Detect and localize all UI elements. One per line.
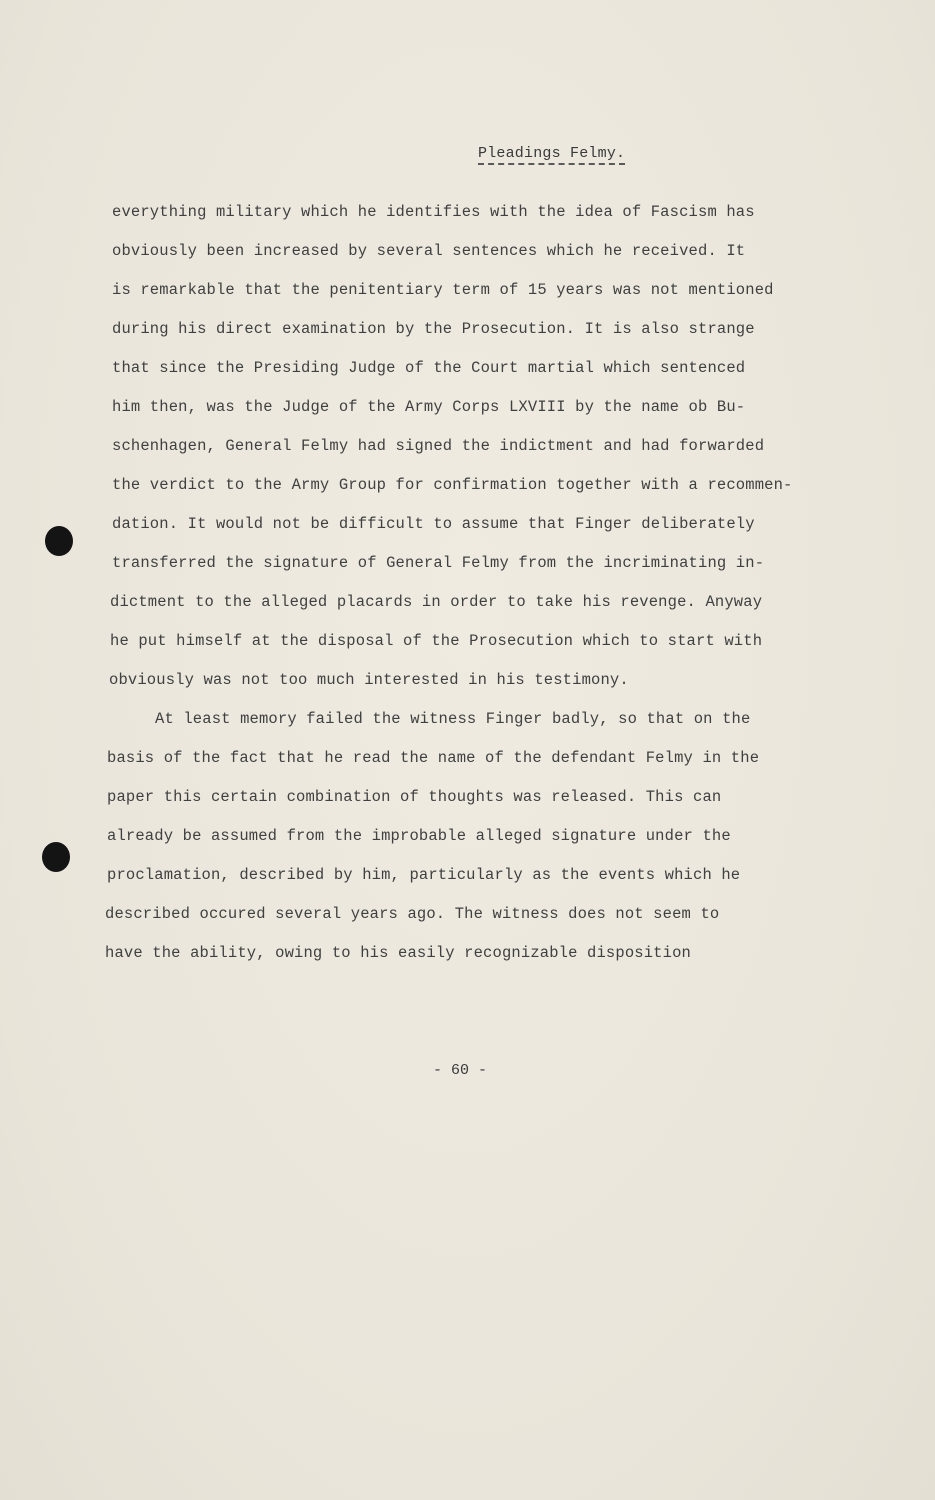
- text-line: basis of the fact that he read the name of the defendant Felmy in the: [107, 749, 760, 767]
- text-line: everything military which he identifies with the idea of Fascism has: [112, 203, 755, 221]
- text-line: he put himself at the disposal of the Prosecution which to start with: [110, 632, 763, 650]
- punch-hole: [42, 842, 70, 872]
- text-line: paper this certain combination of thoughts was released. This can: [107, 788, 722, 806]
- page-heading: Pleadings Felmy.: [478, 145, 625, 165]
- text-line: that since the Presiding Judge of the Court martial which sentenced: [112, 359, 746, 377]
- text-line: obviously been increased by several sentences which he received. It: [112, 242, 746, 260]
- text-line: dictment to the alleged placards in order to take his revenge. Anyway: [110, 593, 763, 611]
- text-line: transferred the signature of General Felmy from the incriminating in-: [112, 554, 765, 572]
- text-line: dation. It would not be difficult to assume that Finger deliberately: [112, 515, 755, 533]
- text-line: described occured several years ago. The witness does not seem to: [105, 905, 720, 923]
- text-line: schenhagen, General Felmy had signed the indictment and had forwarded: [112, 437, 765, 455]
- text-line: the verdict to the Army Group for confirmation together with a recommen-: [112, 476, 793, 494]
- text-line: proclamation, described by him, particularly as the events which he: [107, 866, 741, 884]
- text-line: obviously was not too much interested in his testimony.: [109, 671, 629, 689]
- punch-hole: [45, 526, 73, 556]
- text-line: is remarkable that the penitentiary term of 15 years was not mentioned: [112, 281, 774, 299]
- page-number: - 60 -: [433, 1062, 488, 1079]
- text-line: already be assumed from the improbable alleged signature under the: [107, 827, 731, 845]
- text-line: him then, was the Judge of the Army Corps LXVIII by the name ob Bu-: [112, 398, 746, 416]
- text-line: have the ability, owing to his easily recognizable disposition: [105, 944, 691, 962]
- text-line: during his direct examination by the Prosecution. It is also strange: [112, 320, 755, 338]
- text-line: At least memory failed the witness Finger badly, so that on the: [155, 710, 751, 728]
